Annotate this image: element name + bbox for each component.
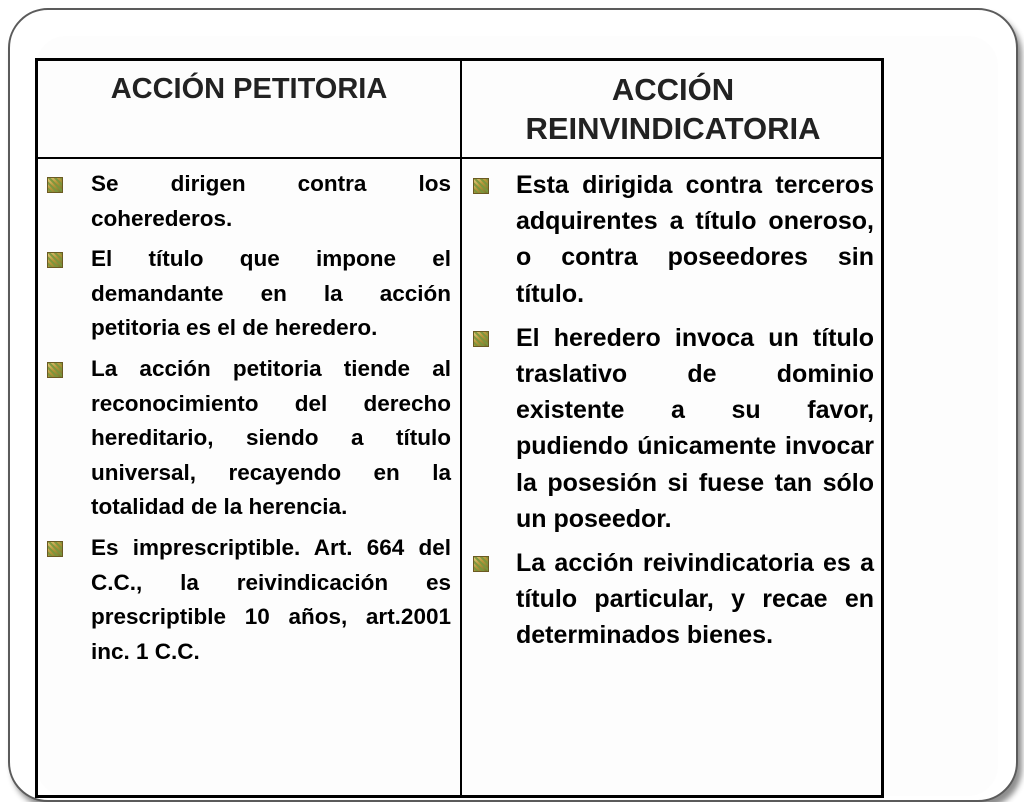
list-item-text: La acción reivindicatoria es a título particular, y recae en determinados bienes. — [516, 549, 874, 650]
list-item-text: Es imprescriptible. Art. 664 del C.C., la reivindicación es prescriptible 10 años, art.2001 inc. 1 C.C. — [91, 534, 451, 664]
list-item-text: La acción petitoria tiende al reconocimiento del derecho hereditario, siendo a título universal, recayendo en la totalidad de la herencia. — [91, 355, 451, 520]
list-item-text: Esta dirigida contra terceros adquirentes a título oneroso, o contra poseedores sin título. — [516, 171, 874, 308]
textured-square-bullet-icon — [473, 331, 489, 347]
textured-square-bullet-icon — [473, 178, 489, 194]
list-item-text: El heredero invoca un título traslativo de dominio existente a su favor, pudiendo únicamente invocar la posesión si fuese tan sólo un poseedor. — [516, 323, 874, 533]
textured-square-bullet-icon — [47, 362, 63, 378]
list-item — [468, 167, 874, 312]
list-item — [468, 545, 874, 654]
header-right-line1: ACCIÓN — [611, 72, 735, 107]
list-item — [43, 167, 451, 236]
textured-square-bullet-icon — [473, 556, 489, 572]
header-accion-reinvindicatoria — [462, 61, 884, 157]
comparison-table — [35, 58, 884, 798]
header-right-line2: REINVINDICATORIA — [525, 111, 821, 146]
header-accion-petitoria: ACCIÓN PETITORIA — [110, 73, 388, 105]
reinvindicatoria-list — [468, 159, 874, 654]
textured-square-bullet-icon — [47, 252, 63, 268]
petitoria-list — [43, 159, 451, 669]
list-item — [43, 352, 451, 525]
list-item — [43, 242, 451, 346]
list-item — [468, 320, 874, 537]
list-item-text: Se dirigen contra los coherederos. — [91, 171, 451, 231]
list-item-text: El título que impone el demandante en la acción petitoria es el de heredero. — [91, 246, 451, 341]
list-item — [43, 531, 451, 669]
column-divider — [460, 61, 462, 795]
textured-square-bullet-icon — [47, 177, 63, 193]
textured-square-bullet-icon — [47, 541, 63, 557]
